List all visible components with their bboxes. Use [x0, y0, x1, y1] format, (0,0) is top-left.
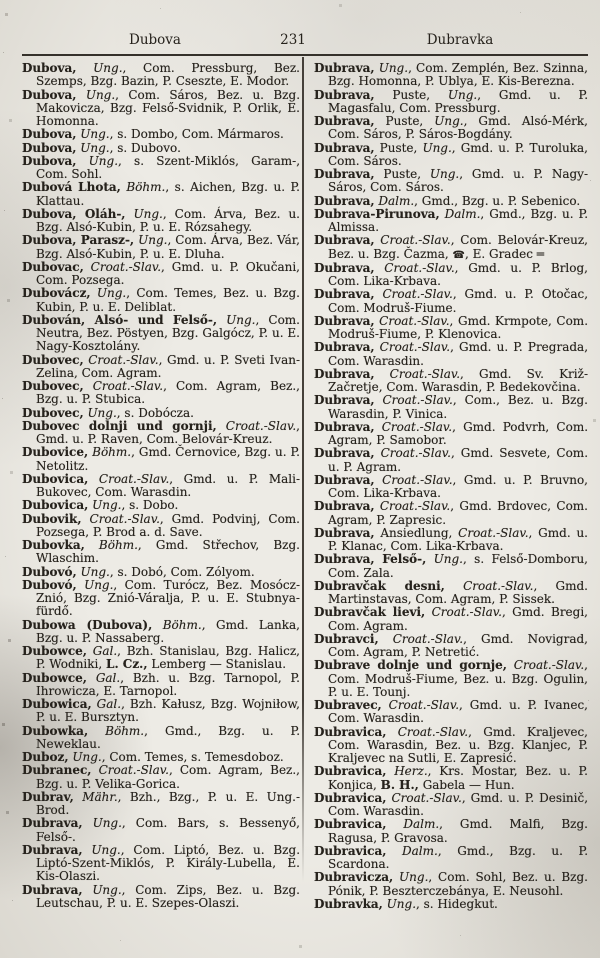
region-label: Croat.-Slav. — [374, 499, 451, 514]
entry-text: , Com. Liptó, Bez. u. Bzg. Liptó-Szent-Miklós, P. Király-Lubella, E. Kis-Olaszi. — [36, 842, 301, 884]
headword: Dubrava, — [314, 393, 375, 408]
headword: Dubova, — [22, 153, 77, 168]
region-label: Croat.-Slav. — [216, 418, 297, 433]
entry-text: , Gmd. Střechov, Bzg. Wlaschim. — [36, 538, 300, 566]
region-label: Croat.-Slav. — [88, 471, 170, 486]
region-label: Ung. — [76, 127, 110, 142]
entry-text: , Krs. Mostar, Bez. u. P. Konjica, — [328, 764, 588, 792]
region-label: Croat.-Slav. — [374, 446, 451, 461]
region-label: Ung. — [422, 140, 452, 155]
region-label: Croat.-Slav. — [374, 366, 461, 381]
entry — [314, 699, 588, 726]
entry-text: , Com. Zemplén, Bez. Szinna, Bzg. Homonna, P. Ublya, E. Kis-Berezna. — [328, 61, 588, 89]
entry — [22, 499, 300, 512]
entry-text: , Gmd. u. P. Raven, Com. Belovár-Kreuz. — [36, 418, 300, 446]
entry-text: Gabela — Hun. — [418, 777, 515, 792]
entry — [314, 168, 588, 195]
entry — [314, 62, 588, 89]
entry — [22, 791, 300, 818]
entry — [22, 181, 300, 208]
entry — [314, 208, 588, 235]
region-label: Croat.-Slav. — [458, 525, 529, 540]
entry — [314, 898, 588, 911]
headword: Dubovácz, — [22, 286, 91, 301]
region-label: Croat.-Slav. — [83, 352, 159, 367]
region-label: Gal. — [86, 644, 118, 658]
region-label: Ung. — [76, 564, 110, 579]
headword: Dubovka, — [22, 538, 85, 552]
headword: Dubravicza, — [314, 870, 394, 885]
region-label: Croat.-Slav. — [381, 698, 460, 712]
headword: Dubranec, — [22, 763, 92, 778]
entry-text: , Gmd., Bzg. u. P. Almissa. — [328, 206, 589, 234]
region-label: Croat.-Slav. — [374, 233, 451, 248]
entry — [22, 155, 300, 182]
entry — [22, 473, 300, 500]
entry-text: , Gmd. u. P. Bruvno, Com. Lika-Krbava. — [328, 472, 588, 500]
entry-text: , Gmd. Sesvete, Com. u. P. Agram. — [328, 446, 589, 474]
headword: Dubova, Oláh-, — [22, 206, 126, 221]
region-label: Croat.-Slav. — [374, 472, 453, 487]
entry-text: Puste, — [374, 167, 430, 181]
region-label: Croat.-Slav. — [444, 578, 534, 593]
entry — [22, 698, 300, 725]
entry — [314, 195, 588, 208]
entry — [314, 818, 588, 845]
entry — [22, 142, 300, 155]
scan-noise — [0, 0, 1, 1]
entry-text: , Gmd. u. P. Klanac, Com. Lika-Krbava. — [328, 525, 588, 553]
region-label: Gal. — [91, 697, 122, 711]
region-label: Ung. — [125, 206, 163, 221]
entry-text: , Com. Temes, Bez. u. Bzg. Kubin, P. u. E. Deliblat. — [36, 286, 300, 314]
region-label: Ung. — [82, 882, 122, 897]
headword: Dubowica, — [22, 697, 92, 711]
header-rule — [22, 54, 588, 56]
headword: Dubravica, — [314, 843, 387, 858]
region-label: Böhm. — [120, 180, 166, 195]
headword: Dubovec, — [22, 352, 84, 367]
posthorn-icon: ☎ — [452, 249, 465, 261]
entry-text: , Com. Árva, Bez. Vár, Bzg. Alsó-Kubin, P. u. E. Dluha. — [36, 233, 300, 261]
entry — [22, 314, 300, 354]
entry — [314, 606, 588, 633]
entry-text: , Gmd. Martinstavas, Com. Agram, P. Sissek. — [328, 578, 588, 606]
entry-text: , Com. Bars, s. Bessenyő, Felső-. — [36, 816, 300, 844]
entry-text: Puste, — [374, 114, 435, 128]
right-column — [314, 62, 588, 911]
entry-text: , Bzh. Kałusz, Bzg. Wojniłow, P. u. E. Bursztyn. — [36, 697, 300, 725]
entry-text: , Gmd. Černovice, Bzg. u. P. Netolitz. — [36, 445, 300, 473]
entry-text: , Gmd. u. P. Ivanec, Com. Warasdin. — [328, 698, 589, 726]
headword: Dubovec, — [22, 379, 84, 393]
headword: Dubova, — [22, 127, 77, 142]
entry-text: , Gmd. u. P. Sveti Ivan-Zelina, Com. Agram. — [36, 352, 301, 380]
entry-text: , Gmd. Kraljevec, Com. Warasdin, Bez. u. Bzg. Klanjec, P. Kraljevec na Sutli, E. Zapresić. — [328, 724, 588, 765]
region-label: Ung. — [382, 896, 417, 911]
headword: Dubrava, Felső-, — [314, 552, 427, 567]
headword: Dubrava, — [314, 446, 375, 461]
region-label: Croat.-Slav. — [374, 287, 453, 302]
entry — [314, 262, 588, 289]
region-label: Ung. — [76, 153, 119, 168]
headword: Dubrav, — [22, 789, 74, 804]
region-label: Croat.-Slav. — [91, 763, 169, 778]
entry — [314, 288, 588, 315]
region-label: Croat.-Slav. — [374, 393, 453, 408]
entry-text: , Gmd. u. P. Okučani, Com. Pozsega. — [36, 259, 300, 287]
entry — [314, 845, 588, 872]
headword: Dubrava, — [314, 233, 375, 248]
headword: Dubová Lhota, — [22, 180, 121, 195]
entry — [314, 726, 588, 766]
headword: B. H., — [380, 777, 419, 792]
entry — [22, 672, 300, 699]
entry-text: , Gmd. Malfi, Bzg. Ragusa, P. Gravosa. — [328, 817, 588, 845]
entry-text: , Gmd., Bzg. u. P. Sebenico. — [414, 193, 581, 208]
entry-text: , Gmd. Podvinj, Com. Pozsega, P. Brod a. d. Save. — [36, 511, 300, 539]
entry — [22, 287, 300, 314]
region-label: Ung. — [90, 286, 127, 301]
region-label: Böhm. — [88, 445, 132, 460]
region-label: Ung. — [393, 870, 429, 885]
headword: Dubova, — [22, 61, 77, 75]
entry-text: , Com. Neutra, Bez. Pöstyen, Bzg. Galgócz, P. u. E. Nagy-Kosztolány. — [36, 312, 300, 354]
entry — [22, 446, 300, 473]
headword: Dubowka, — [22, 723, 89, 738]
region-label: Dalm. — [439, 206, 481, 221]
headword: Dubovec dolnji und gornji, — [22, 418, 217, 433]
entry — [314, 447, 588, 474]
headword: Dubravica, — [314, 724, 387, 739]
region-label: Ung. — [426, 552, 463, 567]
region-label: Croat.-Slav. — [81, 511, 160, 526]
entry-text: , E. Gradec ═ — [464, 246, 545, 261]
headword: Dubrava, — [314, 366, 375, 381]
entry — [22, 884, 300, 911]
entry — [22, 764, 300, 791]
entry-text: , Gmd. u. P. Pregrada, Com. Warasdin. — [328, 340, 589, 368]
headword: Dubowce, — [22, 670, 87, 685]
entry — [314, 368, 588, 395]
entry — [22, 645, 300, 672]
entry — [22, 619, 300, 646]
region-label: Croat.-Slav. — [374, 313, 450, 328]
entry — [314, 394, 588, 421]
entry-text: Puste, — [374, 140, 423, 155]
headword: Dubrava, — [314, 499, 375, 514]
entry — [22, 128, 300, 141]
region-label: Ung. — [76, 140, 110, 155]
headword: Dubova, — [22, 140, 77, 155]
region-label: Ung. — [217, 312, 256, 327]
entry-text: , s. Dobo. — [121, 498, 179, 513]
region-label: Croat.-Slav. — [386, 724, 469, 739]
entry — [314, 142, 588, 169]
entry-text: , Gmd. Sv. Križ-Začretje, Com. Warasdin, P. Bedekovčina. — [328, 366, 588, 394]
entry-text: Lemberg — Stanislau. — [147, 657, 287, 672]
entry — [22, 751, 300, 764]
entry — [22, 513, 300, 540]
entry-text: , s. Aichen, Bzg. u. P. Klattau. — [36, 180, 300, 208]
header-word-left: Dubova — [129, 32, 181, 48]
entry-text: , Bzh. Stanislau, Bzg. Halicz, P. Wodniki, — [36, 644, 300, 672]
headword: Dubrava, — [314, 313, 375, 328]
entry — [22, 208, 300, 235]
headword: Dubowce, — [22, 644, 87, 658]
entry — [314, 765, 588, 792]
entry-text: , Gmd. u. P. Desinič, Com. Warasdin. — [328, 790, 589, 818]
headword: Dubravica, — [314, 764, 387, 779]
entry — [22, 817, 300, 844]
entry-text: , Gmd. u. P. Magasfalu, Com. Pressburg. — [328, 87, 589, 115]
page-number: 231 — [280, 32, 306, 48]
text-columns — [22, 62, 588, 911]
headword: Dubovó, — [22, 577, 77, 592]
entry-text: , Gmd. Brdovec, Com. Agram, P. Zapresic. — [328, 499, 588, 527]
entry-text: , s. Hidegkut. — [416, 896, 498, 911]
entry — [22, 844, 300, 884]
region-label: Böhm. — [152, 617, 202, 632]
region-label: Ung. — [82, 816, 122, 831]
entry-text: , Gmd. Bregi, Com. Agram. — [328, 605, 588, 633]
headword: Dubovik, — [22, 511, 82, 526]
headword: Dubravčak lievi, — [314, 605, 426, 620]
entry-text: , Gmd. Podvrh, Com. Agram, P. Samobor. — [328, 419, 589, 447]
entry-text: , s. Dombo, Com. Mármaros. — [109, 127, 284, 142]
entry-text: , Com. Agram, Bez., Bzg. u. P. Stubica. — [36, 379, 300, 407]
entry — [314, 89, 588, 116]
entry — [314, 553, 588, 580]
entry-text: , Com. Árva, Bez. u. Bzg. Alsó-Kubin, P. u. E. Rózsahegy. — [36, 206, 300, 234]
region-label: Croat.-Slav. — [83, 259, 162, 274]
entry — [22, 234, 300, 261]
region-label: Croat.-Slav. — [386, 790, 462, 805]
entry-text: , Com. Agram, Bez., Bzg. u. P. Velika-Gorica. — [36, 763, 300, 791]
region-label: Croat.-Slav. — [83, 379, 164, 393]
headword: Dubovó, — [22, 564, 77, 579]
entry — [22, 261, 300, 288]
headword: Dubrava, — [314, 193, 375, 208]
entry — [314, 315, 588, 342]
entry-text: , s. Szent-Miklós, Garam-, Com. Sohl. — [36, 153, 301, 181]
entry — [22, 725, 300, 752]
region-label: Mähr. — [73, 789, 118, 804]
entry-text: , Com. Zips, Bez. u. Bzg. Leutschau, P. u. E. Szepes-Olaszi. — [36, 882, 300, 910]
headword: Duboz, — [22, 750, 69, 764]
region-label: Ung. — [447, 87, 478, 102]
entry-text: , Bzh. u. Bzg. Tarnopol, P. Ihrowicza, E. Tarnopol. — [36, 670, 300, 698]
entry-text: , Gmd. u. P. Otočac, Com. Modruš-Fiume. — [328, 287, 589, 315]
headword: Dubova, Parasz-, — [22, 233, 135, 248]
entry-text: , Com. Sohl, Bez. u. Bzg. Pónik, P. Beszterczebánya, E. Neusohl. — [328, 870, 588, 898]
entry — [22, 380, 300, 407]
entry-text: , s. Dobó, Com. Zólyom. — [109, 564, 255, 579]
entry-text: , s. Felső-Domboru, Com. Zala. — [328, 552, 588, 580]
region-label: Gal. — [86, 670, 121, 685]
headword: Dubrava, — [314, 287, 375, 302]
region-label: Ung. — [82, 842, 121, 857]
entry-text: , Gmd. Lanka, Bzg. u. P. Nassaberg. — [36, 617, 300, 645]
entry — [314, 341, 588, 368]
region-label: Böhm. — [84, 538, 138, 552]
headword: Dubrava, — [314, 260, 375, 275]
entry-text: Ansiedlung, — [374, 525, 459, 540]
region-label: Croat.-Slav. — [374, 340, 451, 355]
entry-text: , Com., Bez. u. Bzg. Warasdin, P. Vinica. — [328, 393, 588, 421]
region-label: Croat.-Slav. — [506, 658, 585, 673]
headword: Dubrava, — [314, 525, 375, 540]
headword: Dubovica, — [22, 471, 89, 486]
region-label: Herz. — [386, 764, 428, 779]
headword: Dubrava, — [314, 87, 375, 102]
headword: Dubovec, — [22, 405, 84, 420]
entry-text: , Gmd. u. P. Mali-Bukovec, Com. Warasdin. — [36, 471, 300, 499]
headword: Dubravčak desni, — [314, 578, 445, 593]
headword: Dubrava, — [314, 167, 375, 181]
region-label: Dalm. — [374, 193, 415, 208]
entry — [314, 871, 588, 898]
entry-text: , Com. Pressburg, Bez. Szemps, Bzg. Bazin, P. Cseszte, E. Modor. — [36, 61, 300, 89]
region-label: Ung. — [374, 61, 409, 75]
entry — [22, 579, 300, 619]
entry-text: , Com. Turócz, Bez. Mosócz-Znió, Bzg. Znió-Váralja, P. u. E. Stubnya-fürdő. — [36, 577, 300, 619]
headword: Dubovica, — [22, 498, 89, 513]
region-label: Böhm. — [88, 723, 145, 738]
entry — [314, 421, 588, 448]
entry — [314, 474, 588, 501]
entry — [314, 792, 588, 819]
entry-text: , Gmd., Bzg. u. P. Neweklau. — [36, 723, 301, 751]
region-label: Ung. — [76, 61, 123, 75]
entry — [314, 234, 588, 262]
region-label: Dalm. — [386, 817, 440, 832]
entry — [22, 420, 300, 447]
headword: Dubrava, — [22, 842, 83, 857]
headword: Dubravica, — [314, 790, 387, 805]
region-label: Ung. — [76, 577, 114, 592]
entry — [314, 580, 588, 607]
headword: Dubrave dolnje und gornje, — [314, 658, 507, 673]
page-header — [0, 32, 600, 50]
region-label: Ung. — [134, 233, 168, 248]
headword: Dubova, — [22, 87, 77, 102]
headword: Dubrava, — [22, 816, 83, 831]
headword: Dubrava, — [314, 114, 375, 128]
entry-text: , Com. Modruš-Fiume, Bez. u. Bzg. Ogulin, P. u. E. Tounj. — [328, 658, 588, 699]
entry-text: , Com. Sáros, Bez. u. Bzg. Makovicza, Bzg. Felső-Svidnik, P. Orlik, E. Homonna. — [36, 87, 301, 128]
entry-text: , Gmd., Bzg. u. P. Scardona. — [328, 843, 589, 871]
header-word-right: Dubravka — [426, 32, 494, 48]
entry-text: , s. Dubovo. — [109, 140, 181, 155]
entry — [314, 500, 588, 527]
entry-text: , Bzh., Bzg., P. u. E. Ung.-Brod. — [36, 789, 300, 817]
entry — [22, 354, 300, 381]
entry-text: , Com. Belovár-Kreuz, Bez. u. Bzg. Čazma, — [328, 233, 589, 261]
headword: Dubrava, — [314, 419, 375, 434]
entry — [314, 527, 588, 554]
headword: Dubrava-Pirunova, — [314, 206, 440, 221]
entry — [314, 115, 588, 142]
entry — [22, 89, 300, 129]
headword: L. Cz., — [106, 657, 148, 672]
entry-text: Puste, — [374, 87, 448, 102]
entry — [314, 633, 588, 660]
headword: Dubovac, — [22, 259, 84, 274]
headword: Dubrava, — [314, 61, 375, 75]
headword: Dubrava, — [314, 140, 375, 155]
entry — [22, 62, 300, 89]
entry-text: , s. Dobócza. — [116, 405, 194, 420]
headword: Dubrava, — [22, 882, 83, 897]
region-label: Ung. — [83, 405, 117, 420]
region-label: Croat.-Slav. — [374, 419, 453, 434]
entry — [22, 539, 300, 566]
entry-text: , Gmd. u. P. Nagy-Sáros, Com. Sáros. — [328, 167, 589, 195]
region-label: Ung. — [68, 750, 102, 764]
left-column — [22, 62, 300, 911]
entry — [22, 407, 300, 420]
entry-text: , Gmd. Novigrad, Com. Agram, P. Netretić. — [328, 631, 588, 659]
headword: Dubovice, — [22, 445, 89, 460]
entry — [22, 566, 300, 579]
headword: Dubowa (Dubova), — [22, 617, 153, 632]
region-label: Croat.-Slav. — [378, 631, 464, 646]
entry — [314, 659, 588, 699]
region-label: Ung. — [88, 498, 122, 513]
headword: Dubravec, — [314, 698, 382, 712]
region-label: Ung. — [434, 114, 464, 128]
headword: Dubrava, — [314, 340, 375, 355]
headword: Dubravci, — [314, 631, 379, 646]
headword: Dubravica, — [314, 817, 387, 832]
region-label: Dalm. — [386, 843, 438, 858]
entry-text: , Com. Temes, s. Temesdoboz. — [101, 750, 284, 764]
region-label: Ung. — [429, 167, 460, 181]
entry-text: , Gmd. Alsó-Mérk, Com. Sáros, P. Sáros-Bogdány. — [328, 114, 588, 142]
entry-text: , Gmd. u. P. Brlog, Com. Lika-Krbava. — [328, 260, 588, 288]
headword: Dubravka, — [314, 896, 383, 911]
region-label: Croat.-Slav. — [425, 605, 502, 620]
entry-text: , Gmd. u. P. Turoluka, Com. Sáros. — [328, 140, 588, 168]
headword: Dubován, Alsó- und Felső-, — [22, 312, 218, 327]
region-label: Ung. — [76, 87, 116, 102]
entry-text: , Gmd. Krmpote, Com. Modruš-Fiume, P. Klenovica. — [328, 313, 589, 341]
region-label: Croat.-Slav. — [374, 260, 455, 275]
headword: Dubrava, — [314, 472, 375, 487]
